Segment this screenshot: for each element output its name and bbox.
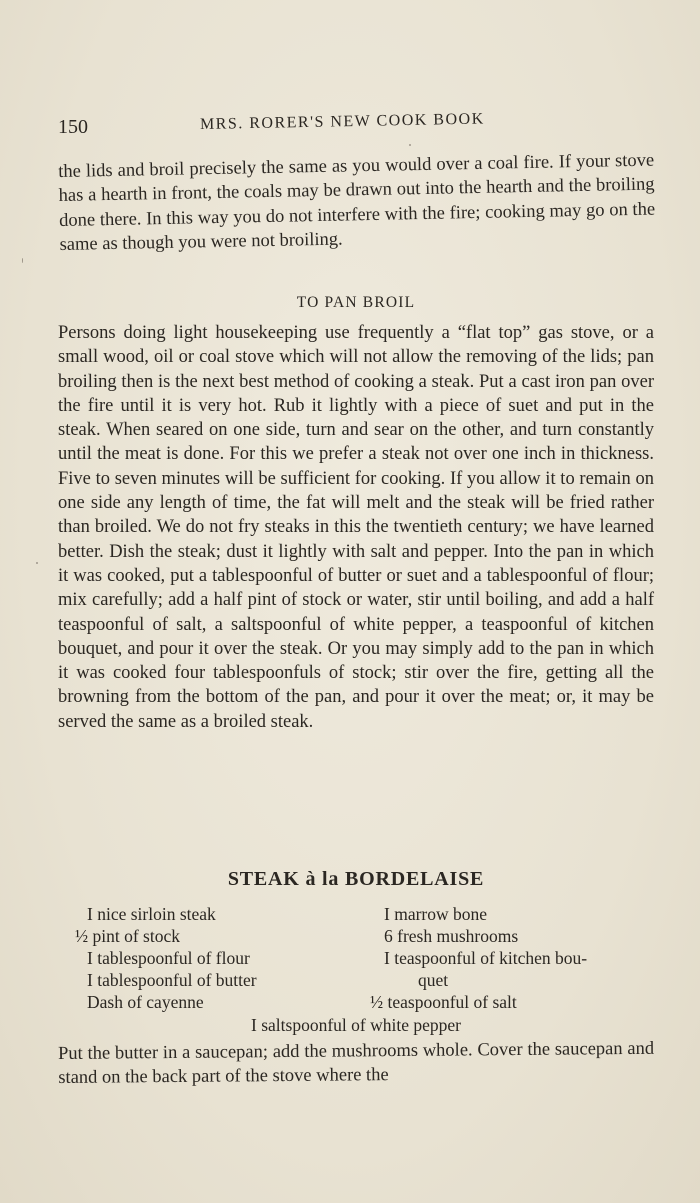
ingredient-item: I marrow bone [384,904,488,924]
heading-steak-bordelaise: STEAK à la BORDELAISE [227,868,485,890]
ingredient-item-continuation: quet [418,970,449,990]
page-number: 150 [58,116,88,138]
ingredient-item: I tablespoonful of butter [87,970,257,990]
ingredient-item: 6 fresh mushrooms [384,926,519,946]
paper-speck [409,144,411,146]
ingredient-item: ½ teaspoonful of salt [370,992,517,1012]
paragraph-pan-broil: Persons doing light housekeeping use frequently a “flat top” gas stove, or a small wood, oil or coal stove which will not allow the removing of the lids; pan broiling then is the next best method of cooking a steak. Put a cast iron pan over the fire until it is very hot. Rub it lightly with a piece of suet and put in the steak. When seared on one side, turn and sear on the other, and turn constantly until the meat is done. For this we prefer a steak not over one inch in thickness. Five to seven minutes will be sufficient for cooking. If you allow it to remain on one side any length of time, the fat will melt and the steak will be fried rather than broiled. We do not fry steaks in this the twentieth century; we have learned better. Dish the steak; dust it lightly with salt and pepper. Into the pan in which it was cooked, put a tablespoonful of butter or suet and a tablespoonful of flour; mix carefully; add a half pint of stock or water, stir until boiling, and add a half teaspoonful of salt, a saltspoonful of white pepper, a teaspoonful of kitchen bouquet, and pour it over the steak. Or you may simply add to the pan in which it was cooked four tablespoonfuls of stock; stir over the fire, getting all the browning from the bottom of the pan, and pour it over the meat; or, it may be served the same as a broiled steak. [58,323,654,732]
running-head [58,112,654,142]
ingredient-item: ½ pint of stock [75,926,180,946]
ingredient-item: I teaspoonful of kitchen bou- [384,948,588,968]
paper-speck [36,562,38,564]
paragraph-broiling-continued: the lids and broil precisely the same as you would over a coal fire. If your stove has a hearth in front, the coals may be drawn out into the hearth and the broiling done there. In this way you do not interfere with the fire; cooking may go on the same as though you were not broiling. [58,150,656,255]
running-title: MRS. RORER'S NEW COOK BOOK [199,110,485,133]
ingredient-item: I nice sirloin steak [87,904,216,924]
paragraph-bordelaise-method: Put the butter in a saucepan; add the mushrooms whole. Cover the saucepan and stand on the back part of the stove where the [58,1038,655,1089]
ingredients-right-column [370,903,660,1013]
ingredient-item: Dash of cayenne [87,992,204,1012]
ingredients-left-column [75,903,257,1013]
ingredient-item: I tablespoonful of flour [87,948,250,968]
paper-speck [22,258,23,263]
ingredient-item-centered: I saltspoonful of white pepper [251,1015,461,1035]
heading-to-pan-broil: TO PAN BROIL [296,294,416,311]
